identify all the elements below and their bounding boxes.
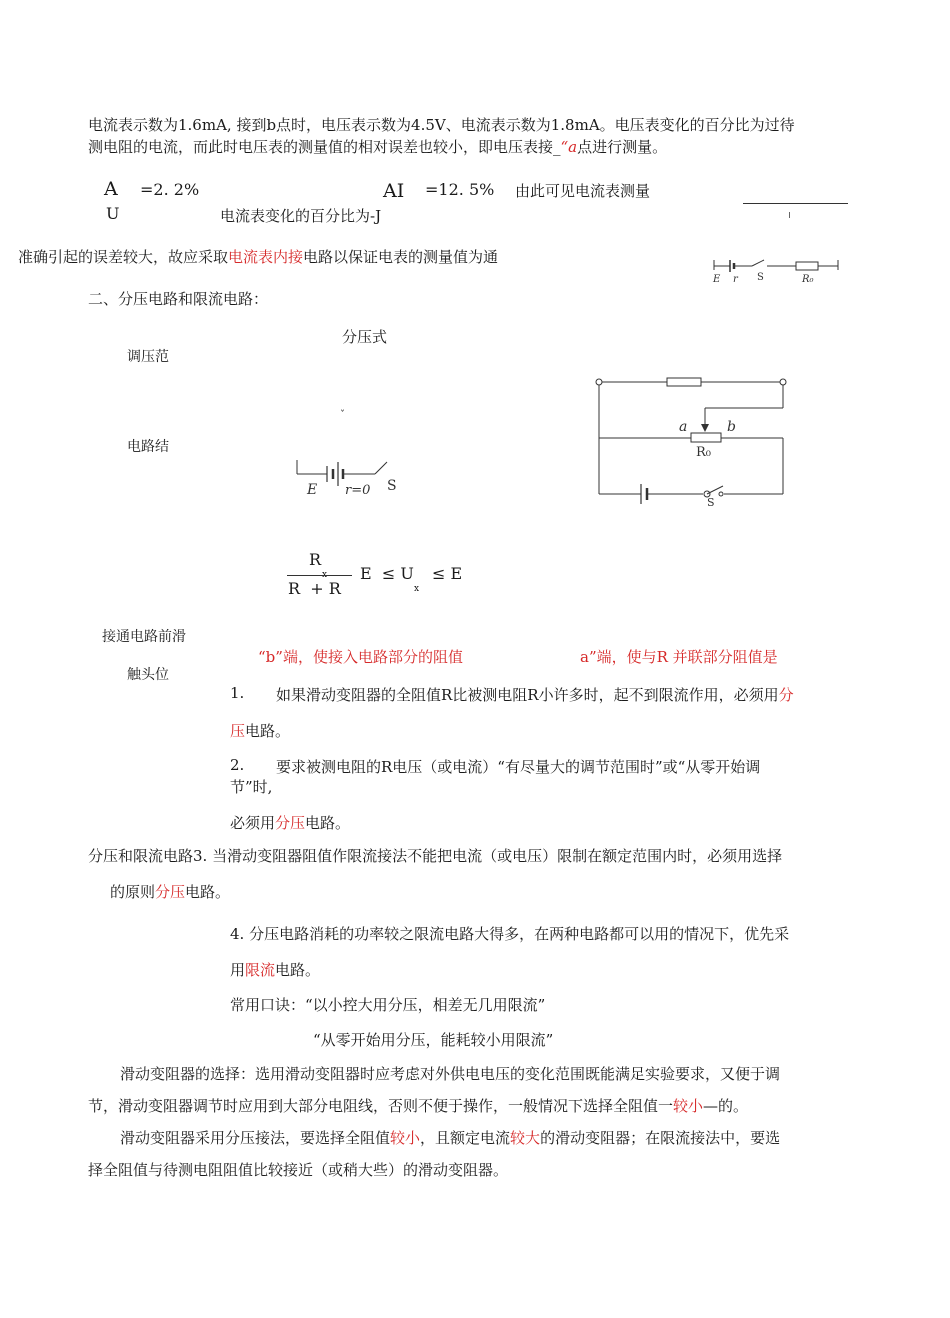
table-header-divider: 分压式 bbox=[342, 328, 388, 346]
limiter-label-s: S bbox=[387, 478, 397, 494]
rule-4-use: 用 bbox=[230, 961, 246, 979]
series-label-r0: R₀ bbox=[802, 274, 814, 285]
selection-p2-after: 的滑动变阻器；在限流接法中，要选 bbox=[540, 1129, 781, 1147]
mnemonic-line-1 bbox=[230, 994, 545, 1015]
selection-p2-start: 滑动变阻器采用分压接法，要选择全阻值 bbox=[120, 1129, 391, 1147]
rule-1-line-1 bbox=[276, 684, 794, 705]
rule-1-end: 电路。 bbox=[245, 722, 291, 740]
selection-p1-line-1: 滑动变阻器的选择：选用滑动变阻器时应考虑对外供电电压的变化范围既能满足实验要求，又便于调 bbox=[120, 1065, 781, 1083]
formula-a-letter: A bbox=[104, 178, 118, 200]
rule-2-text-2: 节”时, bbox=[230, 778, 273, 796]
slider-position-right: a”端，使与R 并联部分阻值是 bbox=[580, 648, 778, 666]
divider-line bbox=[743, 203, 848, 204]
rheostat-r0 bbox=[691, 433, 721, 442]
limiter-circuit-diagram bbox=[295, 458, 415, 498]
rule-1-red-1: 分 bbox=[778, 686, 794, 704]
terminal-right bbox=[780, 379, 786, 385]
series-label-s: S bbox=[757, 272, 764, 283]
rule-3-end: 电路。 bbox=[185, 883, 231, 901]
rule-2-number: 2. bbox=[230, 756, 245, 774]
conclusion-fragment: 由此可见电流表测量 bbox=[515, 182, 651, 200]
error-line-red: 电流表内接 bbox=[228, 248, 304, 266]
selection-p2-line-1 bbox=[120, 1127, 780, 1148]
selection-p2-red-2: 较大 bbox=[510, 1129, 541, 1147]
series-circuit-diagram bbox=[712, 258, 842, 288]
rule-1-red-2: 压 bbox=[230, 722, 246, 740]
mnemonic-1: “以小控大用分压，相差无几用限流” bbox=[305, 996, 546, 1014]
resistor-r0 bbox=[796, 262, 818, 270]
selection-p1-line-2-start: 节，滑动变阻器调节时应用到大部分电阻线，否则不便于操作，一般情况下选择全阻值一 bbox=[88, 1097, 674, 1115]
selection-p1-red: 较小 bbox=[673, 1097, 704, 1115]
rule-2-text: 要求被测电阻的R电压（或电流）“有尽量大的调节范围时”或“从零开始调 bbox=[276, 758, 761, 776]
table-row-circuit: 电路结 bbox=[127, 439, 169, 455]
rule-3-line-1 bbox=[88, 845, 782, 866]
label-r0: R₀ bbox=[696, 445, 711, 460]
limiter-switch bbox=[375, 462, 387, 474]
formula-tail-sub: x bbox=[414, 584, 420, 594]
rule-4-text: 4. 分压电路消耗的功率较之限流电路大得多，在两种电路都可以用的情况下，优先采 bbox=[230, 925, 790, 943]
series-label-e: E bbox=[713, 274, 721, 285]
tick-mark bbox=[789, 212, 790, 218]
error-line bbox=[18, 246, 499, 266]
divider-label-s: S bbox=[707, 496, 715, 509]
label-a: a bbox=[679, 419, 688, 435]
rule-4-end: 电路。 bbox=[275, 961, 321, 979]
rule-1-line-2 bbox=[230, 720, 290, 741]
rule-1-number: 1. bbox=[230, 684, 245, 702]
switch-blade bbox=[752, 260, 764, 266]
mnemonic-label: 常用口诀： bbox=[230, 996, 306, 1014]
selection-p1-line-2 bbox=[88, 1095, 748, 1116]
formula-numerator: R bbox=[309, 550, 322, 569]
rule-2-line-3 bbox=[230, 812, 350, 833]
slider-arrow bbox=[701, 424, 709, 432]
table-row-slider-2: 触头位 bbox=[127, 667, 169, 683]
terminal-left bbox=[596, 379, 602, 385]
rule-2-red: 分压 bbox=[275, 814, 306, 832]
switch-contact bbox=[719, 492, 723, 496]
rule-2-must: 必须用 bbox=[230, 814, 276, 832]
fraction-bar bbox=[287, 575, 352, 576]
load-resistor bbox=[667, 378, 701, 386]
intro-line-1: 电流表示数为1.6mA, 接到b点时，电压表示数为4.5V、电流表示数为1.8mA。电压表变化的百分比为过待 bbox=[88, 116, 795, 134]
mnemonic-2: “从零开始用分压，能耗较小用限流” bbox=[313, 1031, 554, 1049]
rule-4-line-2 bbox=[230, 959, 320, 980]
table-row-slider-1: 接通电路前滑 bbox=[102, 629, 186, 645]
intro-line-2-start: 测电阻的电流，而此时电压表的测量值的相对误差也较小，即电压表接_ bbox=[88, 138, 561, 156]
formula-pct-1: =2. 2% bbox=[140, 180, 200, 199]
section-2-title: 二、分压电路和限流电路： bbox=[88, 290, 269, 308]
formula-ai-letter: AI bbox=[383, 180, 405, 202]
slider-position-left: “b”端，使接入电路部分的阻值 bbox=[258, 648, 463, 666]
series-label-r: r bbox=[733, 274, 738, 285]
selection-p2-red-1: 较小 bbox=[390, 1129, 421, 1147]
formula-u-letter: U bbox=[106, 204, 120, 223]
formula-tail: E ≤ U bbox=[360, 564, 414, 583]
formula-pct-2: =12. 5% bbox=[425, 180, 495, 199]
intro-line-2-end: 点进行测量。 bbox=[577, 138, 668, 156]
rule-3-label: 分压和限流电路 bbox=[88, 847, 194, 865]
ammeter-change-text: 电流表变化的百分比为-J bbox=[220, 207, 382, 225]
rule-3-text: 3. 当滑动变阻器阻值作限流接法不能把电流（或电压）限制在额定范围内时，必须用选择 bbox=[193, 847, 783, 865]
rule-3-label-2: 的原则 bbox=[110, 883, 156, 901]
intro-line-2 bbox=[88, 136, 667, 157]
selection-p2-line-2: 择全阻值与待测电阻阻值比较接近（或稍大些）的滑动变阻器。 bbox=[88, 1161, 509, 1179]
rule-3-red: 分压 bbox=[155, 883, 186, 901]
table-row-range: 调压范 bbox=[127, 349, 169, 365]
label-b: b bbox=[727, 419, 736, 435]
limiter-label-e: E bbox=[307, 482, 318, 498]
table-header-overlap bbox=[373, 326, 378, 344]
intro-line-2-red: “a bbox=[560, 138, 578, 156]
formula-denominator: R + R bbox=[288, 579, 341, 598]
formula-end: ≤ E bbox=[432, 564, 463, 583]
rule-4-red: 限流 bbox=[245, 961, 276, 979]
divider-circuit-diagram bbox=[595, 378, 795, 509]
rule-2-end: 电路。 bbox=[305, 814, 351, 832]
error-line-end: 电路以保证电表的测量值为通 bbox=[303, 248, 499, 266]
selection-p1-end: —的。 bbox=[703, 1097, 749, 1115]
rule-3-line-2 bbox=[110, 881, 230, 902]
rule-1-text: 如果滑动变阻器的全阻值R比被测电阻R小许多时，起不到限流作用，必须用 bbox=[276, 686, 779, 704]
error-line-start: 准确引起的误差较大，故应采取 bbox=[18, 248, 229, 266]
limiter-label-r: r=0 bbox=[345, 483, 371, 498]
table-dot: ˇ bbox=[340, 410, 345, 421]
selection-p2-mid: ，且额定电流 bbox=[420, 1129, 511, 1147]
